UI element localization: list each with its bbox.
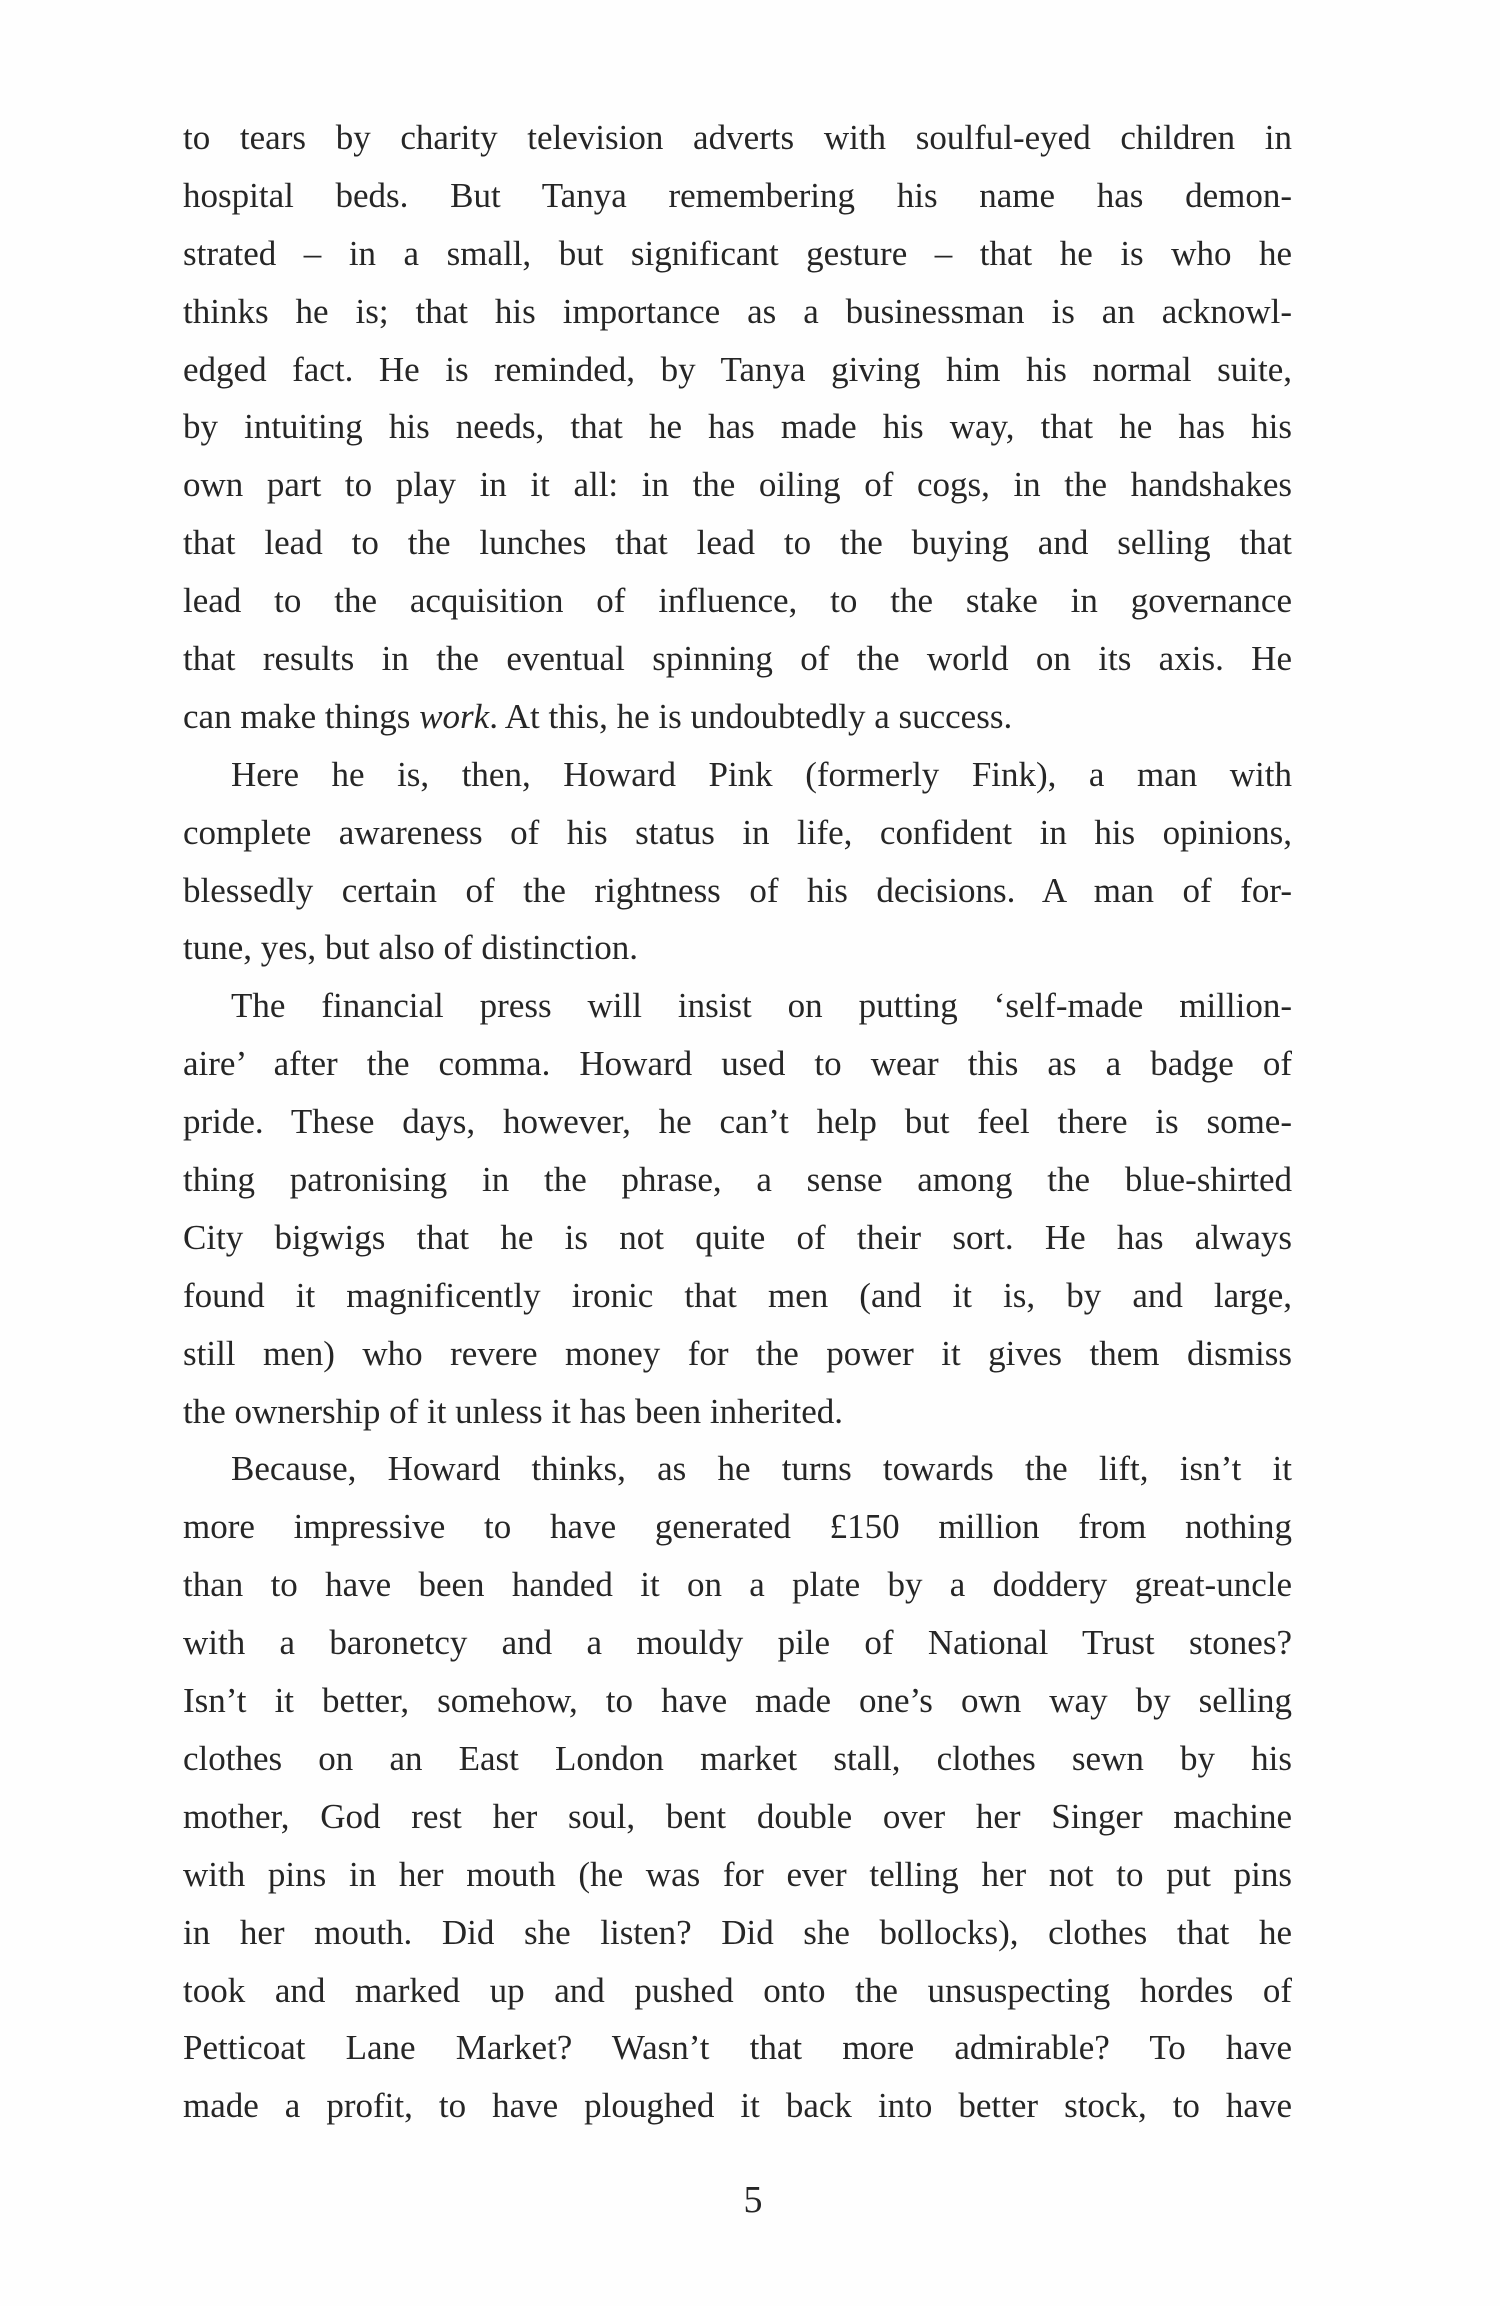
text-line: hospital beds. But Tanya remembering his name has demon- <box>183 175 1292 215</box>
text-line: mother, God rest her soul, bent double over her Singer machine <box>183 1796 1292 1836</box>
page-number-text: 5 <box>743 2179 763 2221</box>
text-line: that results in the eventual spinning of the world on its axis. He <box>183 639 1292 679</box>
italic-emphasis: work <box>419 696 490 736</box>
text-line: by intuiting his needs, that he has made his way, that he has his <box>183 407 1292 447</box>
text-run: . At this, he is undoubtedly a success. <box>489 696 1013 736</box>
text-line: in her mouth. Did she listen? Did she bollocks), clothes that he <box>183 1912 1292 1952</box>
text-line: clothes on an East London market stall, clothes sewn by his <box>183 1738 1292 1778</box>
text-line: found it magnificently ironic that men (and it is, by and large, <box>183 1275 1292 1315</box>
text-line: than to have been handed it on a plate by a doddery great-uncle <box>183 1565 1292 1605</box>
text-line: own part to play in it all: in the oiling of cogs, in the handshakes <box>183 465 1292 505</box>
paragraph-4 <box>183 1440 1292 2135</box>
text-line: more impressive to have generated £150 million from nothing <box>183 1507 1292 1547</box>
text-line: with pins in her mouth (he was for ever telling her not to put pins <box>183 1854 1292 1894</box>
text-line: lead to the acquisition of influence, to the stake in governance <box>183 581 1292 621</box>
text-line: The financial press will insist on putting ‘self-made million- <box>231 986 1292 1026</box>
text-line: tune, yes, but also of distinction. <box>183 928 638 968</box>
text-line: blessedly certain of the rightness of his decisions. A man of for- <box>183 870 1292 910</box>
text-line: still men) who revere money for the power it gives them dismiss <box>183 1333 1292 1373</box>
text-line: Here he is, then, Howard Pink (formerly Fink), a man with <box>231 754 1292 794</box>
text-line: Petticoat Lane Market? Wasn’t that more admirable? To have <box>183 2028 1292 2068</box>
text-line: pride. These days, however, he can’t help but feel there is some- <box>183 1102 1292 1142</box>
text-line: thing patronising in the phrase, a sense among the blue-shirted <box>183 1160 1292 1200</box>
text-line <box>183 688 1292 746</box>
paragraph-3 <box>183 977 1292 1440</box>
text-line: complete awareness of his status in life, confident in his opinions, <box>183 812 1292 852</box>
text-line: Because, Howard thinks, as he turns towards the lift, isn’t it <box>231 1449 1292 1489</box>
paragraph-1 <box>183 109 1292 746</box>
text-line: took and marked up and pushed onto the unsuspecting hordes of <box>183 1970 1292 2010</box>
text-line: Isn’t it better, somehow, to have made one’s own way by selling <box>183 1681 1292 1721</box>
text-line: City bigwigs that he is not quite of their sort. He has always <box>183 1217 1292 1257</box>
text-line: strated – in a small, but significant gesture – that he is who he <box>183 233 1292 273</box>
paragraph-2 <box>183 746 1292 978</box>
text-line: aire’ after the comma. Howard used to wear this as a badge of <box>183 1044 1292 1084</box>
page-number <box>0 2178 1500 2222</box>
text-line: the ownership of it unless it has been inherited. <box>183 1391 843 1431</box>
text-line: thinks he is; that his importance as a businessman is an acknowl- <box>183 291 1292 331</box>
text-line: made a profit, to have ploughed it back into better stock, to have <box>183 2086 1292 2126</box>
text-run: can make things <box>183 696 420 736</box>
text-line: that lead to the lunches that lead to the buying and selling that <box>183 523 1292 563</box>
text-line: edged fact. He is reminded, by Tanya giving him his normal suite, <box>183 349 1292 389</box>
text-line: to tears by charity television adverts with soulful-eyed children in <box>183 118 1292 157</box>
body-text <box>183 109 1292 2135</box>
text-line: with a baronetcy and a mouldy pile of National Trust stones? <box>183 1623 1292 1663</box>
